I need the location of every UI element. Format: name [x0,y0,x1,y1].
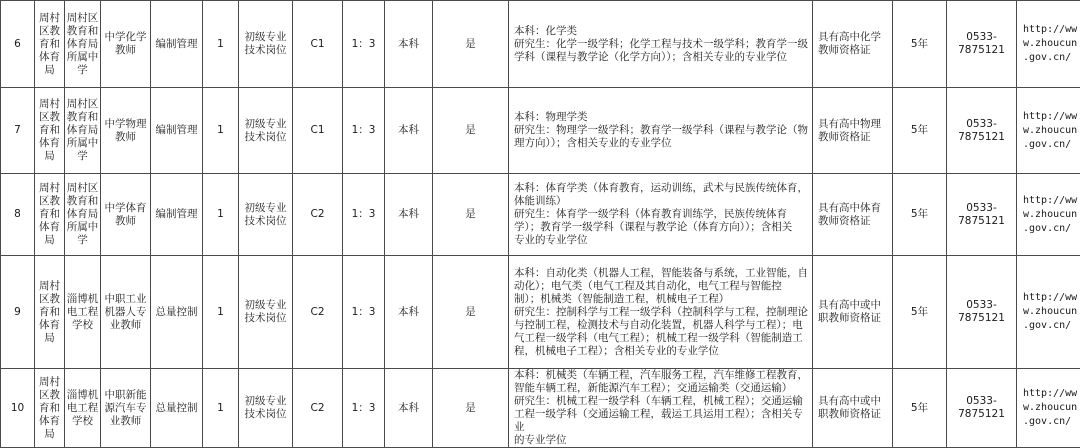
major-requirements-cell [509,88,813,174]
headcount-cell-text: 1 [206,124,235,137]
position-cell-text: 中职工业 机器人专 业教师 [104,293,147,332]
unit-cell [65,1,101,88]
degree-cell [433,174,509,256]
department-cell [35,369,65,448]
category-cell-text: C2 [296,402,339,415]
certificate-cell-text: 具有高中物理 教师资格证 [818,118,889,144]
certificate-cell [813,369,893,448]
major-requirements-cell-text: 本科：物理学类 研究生：物理学一级学科；教育学一级学科（课程与教学论（物 理方向））；含相关专业的专业学位 [514,111,809,150]
post-level-cell-text: 初级专业 技术岗位 [242,395,289,421]
post-level-cell-text: 初级专业 技术岗位 [242,202,289,228]
exam-ratio-cell-text: 1：3 [346,306,381,319]
row-number-text: 10 [4,402,31,415]
post-level-cell [239,174,293,256]
certificate-cell [813,174,893,256]
service-years-cell-text: 5年 [896,208,943,221]
website-cell-text: http://ww w.zhoucun .gov.cn/ [1023,194,1080,236]
staffing-type-cell-text: 总量控制 [154,306,199,319]
website-cell-text: http://ww w.zhoucun .gov.cn/ [1023,291,1080,333]
headcount-cell-text: 1 [206,306,235,319]
degree-cell-text: 是 [436,402,505,415]
position-cell-text: 中学物理 教师 [104,118,147,144]
phone-cell [947,174,1017,256]
position-cell-text: 中学化学 教师 [104,31,147,57]
unit-cell-text: 周村区 教育和 体育局 所属中 学 [66,98,99,163]
staffing-type-cell-text: 总量控制 [154,402,199,415]
staffing-type-cell [151,88,203,174]
post-level-cell-text: 初级专业 技术岗位 [242,118,289,144]
category-cell [293,369,343,448]
phone-cell-text: 0533- 7875121 [950,118,1013,144]
exam-ratio-cell-text: 1：3 [346,208,381,221]
certificate-cell-text: 具有高中或中 职教师资格证 [818,395,889,421]
row-number [1,369,35,448]
post-level-cell-text: 初级专业 技术岗位 [242,299,289,325]
staffing-type-cell [151,369,203,448]
category-cell [293,88,343,174]
certificate-cell-text: 具有高中体育 教师资格证 [818,202,889,228]
staffing-type-cell [151,256,203,369]
department-cell-text: 周村 区教 育和 体育 局 [36,98,63,163]
row-number-text: 8 [4,208,31,221]
unit-cell [65,369,101,448]
service-years-cell [893,174,947,256]
education-cell-text: 本科 [388,306,429,319]
position-cell-text: 中学体育 教师 [104,202,147,228]
education-cell-text: 本科 [388,402,429,415]
education-cell-text: 本科 [388,38,429,51]
unit-cell-text: 周村区 教育和 体育局 所属中 学 [66,12,99,77]
table-row [1,88,1080,174]
headcount-cell [203,1,239,88]
major-requirements-cell [509,369,813,448]
staffing-type-cell-text: 编制管理 [154,38,199,51]
row-number [1,174,35,256]
category-cell-text: C1 [296,124,339,137]
department-cell [35,174,65,256]
headcount-cell [203,256,239,369]
headcount-cell-text: 1 [206,402,235,415]
phone-cell [947,369,1017,448]
phone-cell-text: 0533- 7875121 [950,299,1013,325]
major-requirements-cell-text: 本科：自动化类（机器人工程，智能装备与系统，工业智能，自 动化）；电气类（电气工程及其自动化，电气工程与智能控 制）；机械类（智能制造工程，机械电子工程） 研究生：控制科学与工程一级学科（控制科学与工程，控制理论 与控制工程，检测技术与自动化装置，机器人科学与工程）；电 气工程一级学科（电气工程）；机械工程一级学科（智能制造工 程，机械电子工程）；含相关专业的专业学位 [514,267,809,358]
position-cell [101,256,151,369]
website-cell [1017,369,1080,448]
education-cell [385,174,433,256]
degree-cell-text: 是 [436,38,505,51]
service-years-cell-text: 5年 [896,124,943,137]
headcount-cell [203,369,239,448]
row-number-text: 9 [4,306,31,319]
department-cell [35,88,65,174]
headcount-cell [203,88,239,174]
category-cell [293,174,343,256]
website-cell [1017,174,1080,256]
education-cell [385,88,433,174]
website-cell [1017,256,1080,369]
certificate-cell [813,1,893,88]
phone-cell-text: 0533- 7875121 [950,202,1013,228]
major-requirements-cell [509,174,813,256]
row-number-text: 7 [4,124,31,137]
education-cell [385,369,433,448]
service-years-cell [893,256,947,369]
exam-ratio-cell-text: 1：3 [346,124,381,137]
degree-cell-text: 是 [436,124,505,137]
degree-cell [433,369,509,448]
certificate-cell-text: 具有高中化学 教师资格证 [818,31,889,57]
website-cell-text: http://ww w.zhoucun .gov.cn/ [1023,23,1080,65]
staffing-type-cell [151,174,203,256]
position-cell [101,369,151,448]
exam-ratio-cell-text: 1：3 [346,38,381,51]
service-years-cell-text: 5年 [896,402,943,415]
category-cell [293,1,343,88]
degree-cell [433,256,509,369]
table-row [1,369,1080,448]
post-level-cell [239,369,293,448]
row-number [1,1,35,88]
unit-cell [65,88,101,174]
major-requirements-cell [509,256,813,369]
table-body [1,1,1080,448]
unit-cell-text: 周村区 教育和 体育局 所属中 学 [66,182,99,247]
exam-ratio-cell [343,369,385,448]
degree-cell-text: 是 [436,306,505,319]
department-cell-text: 周村 区教 育和 体育 局 [36,280,63,345]
staffing-type-cell-text: 编制管理 [154,208,199,221]
certificate-cell [813,256,893,369]
headcount-cell-text: 1 [206,38,235,51]
unit-cell-text: 淄博机 电工程 学校 [66,389,99,428]
post-level-cell [239,88,293,174]
service-years-cell [893,1,947,88]
unit-cell-text: 淄博机 电工程 学校 [66,293,99,332]
department-cell [35,256,65,369]
position-cell-text: 中职新能 源汽车专 业教师 [104,389,147,428]
headcount-cell [203,174,239,256]
row-number [1,88,35,174]
category-cell-text: C1 [296,38,339,51]
service-years-cell [893,88,947,174]
exam-ratio-cell [343,256,385,369]
website-cell [1017,1,1080,88]
department-cell-text: 周村 区教 育和 体育 局 [36,182,63,247]
service-years-cell-text: 5年 [896,306,943,319]
post-level-cell [239,256,293,369]
major-requirements-cell-text: 本科：化学类 研究生：化学一级学科；化学工程与技术一级学科；教育学一级 学科（课程与教学论（化学方向））；含相关专业的专业学位 [514,25,809,64]
staffing-type-cell [151,1,203,88]
major-requirements-cell-text: 本科：体育学类（体育教育，运动训练，武术与民族传统体育， 体能训练） 研究生：体育学一级学科（体育教育训练学，民族传统体育 学）；教育学一级学科（课程与教学论（体育方向））；含相关 专业的专业学位 [514,182,809,247]
category-cell [293,256,343,369]
post-level-cell [239,1,293,88]
education-cell-text: 本科 [388,124,429,137]
exam-ratio-cell [343,1,385,88]
website-cell-text: http://ww w.zhoucun .gov.cn/ [1023,110,1080,152]
phone-cell [947,88,1017,174]
phone-cell [947,1,1017,88]
degree-cell [433,88,509,174]
phone-cell-text: 0533- 7875121 [950,395,1013,421]
major-requirements-cell-text: 本科：机械类（车辆工程，汽车服务工程，汽车维修工程教育， 智能车辆工程，新能源汽车工程）；交通运输类（交通运输） 研究生：机械工程一级学科（车辆工程，机械工程）；交通运输 工程一级学科（交通运输工程，载运工具运用工程）；含相关专业 的专业学位 [514,369,809,447]
department-cell-text: 周村 区教 育和 体育 局 [36,376,63,441]
row-number-text: 6 [4,38,31,51]
position-cell [101,174,151,256]
certificate-cell-text: 具有高中或中 职教师资格证 [818,299,889,325]
position-cell [101,1,151,88]
department-cell-text: 周村 区教 育和 体育 局 [36,12,63,77]
service-years-cell [893,369,947,448]
table-row [1,1,1080,88]
unit-cell [65,256,101,369]
table-row [1,256,1080,369]
degree-cell [433,1,509,88]
phone-cell-text: 0533- 7875121 [950,31,1013,57]
position-cell [101,88,151,174]
education-cell [385,1,433,88]
education-cell-text: 本科 [388,208,429,221]
category-cell-text: C2 [296,208,339,221]
unit-cell [65,174,101,256]
table-row [1,174,1080,256]
exam-ratio-cell-text: 1：3 [346,402,381,415]
staffing-type-cell-text: 编制管理 [154,124,199,137]
service-years-cell-text: 5年 [896,38,943,51]
post-level-cell-text: 初级专业 技术岗位 [242,31,289,57]
exam-ratio-cell [343,88,385,174]
department-cell [35,1,65,88]
degree-cell-text: 是 [436,208,505,221]
major-requirements-cell [509,1,813,88]
website-cell-text: http://ww w.zhoucun .gov.cn/ [1023,387,1080,429]
headcount-cell-text: 1 [206,208,235,221]
website-cell [1017,88,1080,174]
education-cell [385,256,433,369]
exam-ratio-cell [343,174,385,256]
row-number [1,256,35,369]
certificate-cell [813,88,893,174]
category-cell-text: C2 [296,306,339,319]
phone-cell [947,256,1017,369]
